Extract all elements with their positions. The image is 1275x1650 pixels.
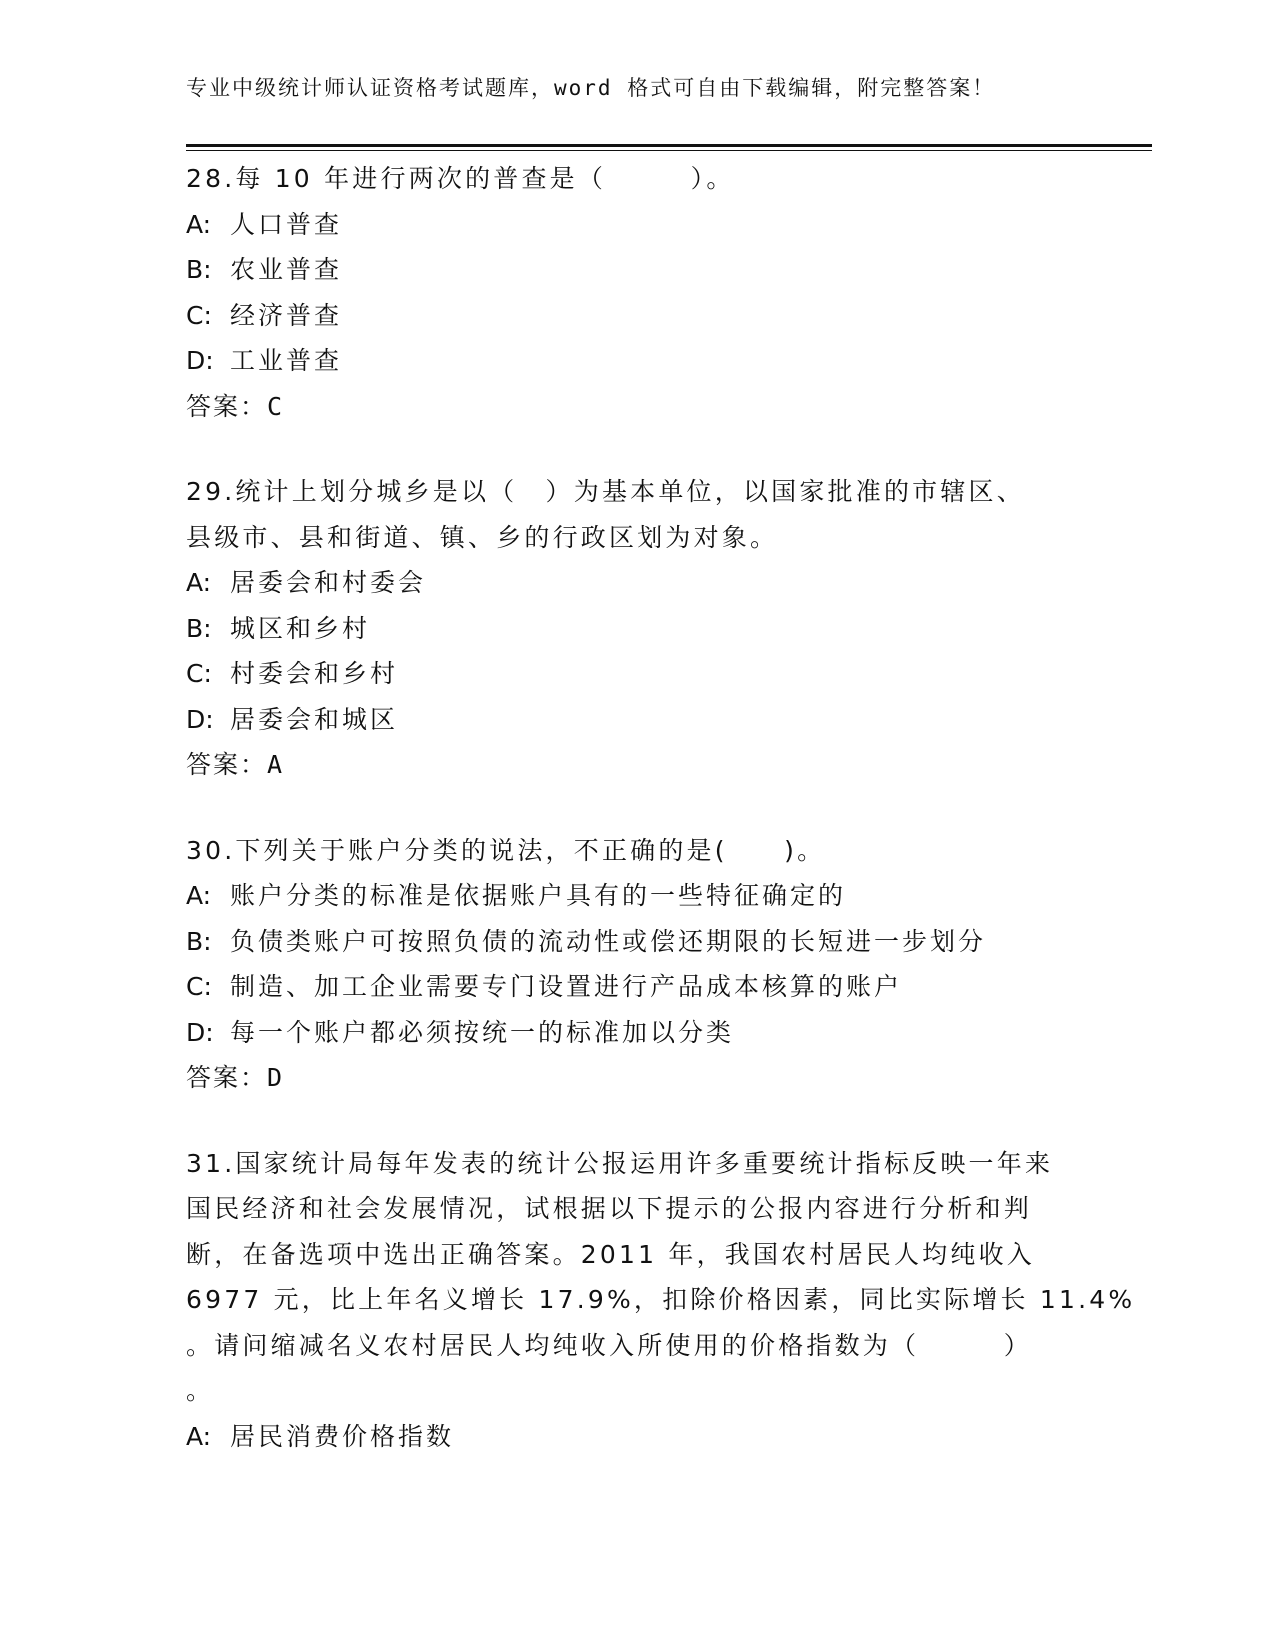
stem-line: 28.每 10 年进行两次的普查是（ ）。 bbox=[186, 164, 735, 193]
answer-value: D bbox=[267, 1063, 283, 1092]
question-stem bbox=[186, 1141, 1136, 1414]
option-label: A: bbox=[186, 1421, 212, 1451]
question-30 bbox=[186, 828, 1086, 1101]
question-stem bbox=[186, 828, 1086, 874]
option-a bbox=[186, 560, 1086, 606]
option-a bbox=[186, 202, 1086, 248]
option-label: A: bbox=[186, 568, 212, 597]
option-text: 制造、加工企业需要专门设置进行产品成本核算的账户 bbox=[230, 972, 903, 1001]
option-text: 工业普查 bbox=[230, 346, 343, 375]
option-text: 居委会和城区 bbox=[230, 704, 399, 734]
option-label: A: bbox=[186, 881, 212, 910]
stem-line: 30.下列关于账户分类的说法，不正确的是( )。 bbox=[186, 835, 826, 865]
option-label: D: bbox=[186, 346, 214, 375]
answer-line bbox=[186, 742, 1086, 788]
stem-line: 。请问缩减名义农村居民人均纯收入所使用的价格指数为（ ） bbox=[186, 1330, 1033, 1360]
option-text: 农业普查 bbox=[230, 255, 343, 284]
option-label: B: bbox=[186, 613, 212, 643]
option-label: C: bbox=[186, 300, 212, 330]
stem-line: 31.国家统计局每年发表的统计公报运用许多重要统计指标反映一年来 bbox=[186, 1148, 1054, 1178]
question-stem bbox=[186, 156, 1086, 202]
answer-line bbox=[186, 384, 1086, 430]
option-d bbox=[186, 338, 1086, 384]
header-rule-thin bbox=[186, 150, 1152, 151]
option-text: 经济普查 bbox=[230, 300, 343, 330]
answer-label: 答案： bbox=[186, 750, 268, 779]
answer-label: 答案： bbox=[186, 391, 268, 421]
option-d bbox=[186, 697, 1086, 743]
option-b bbox=[186, 606, 1086, 652]
page-header: 专业中级统计师认证资格考试题库，word 格式可自由下载编辑，附完整答案！ bbox=[186, 76, 996, 100]
stem-line: 6977 元，比上年名义增长 17.9%，扣除价格因素，同比实际增长 11.4% bbox=[186, 1285, 1136, 1314]
option-label: C: bbox=[186, 972, 212, 1001]
question-29 bbox=[186, 469, 1086, 788]
option-text: 居委会和村委会 bbox=[230, 568, 427, 597]
answer-label: 答案： bbox=[186, 1063, 268, 1092]
answer-value: C bbox=[267, 391, 283, 421]
stem-line: 国民经济和社会发展情况，试根据以下提示的公报内容进行分析和判 bbox=[186, 1194, 1033, 1223]
option-label: A: bbox=[186, 209, 212, 239]
stem-line: 断，在备选项中选出正确答案。2011 年，我国农村居民人均纯收入 bbox=[186, 1239, 1035, 1269]
option-label: B: bbox=[186, 255, 212, 284]
option-label: B: bbox=[186, 926, 212, 956]
stem-line: 。 bbox=[186, 1376, 215, 1405]
answer-value: A bbox=[267, 750, 283, 779]
option-c bbox=[186, 964, 1086, 1010]
option-label: D: bbox=[186, 1017, 214, 1047]
option-text: 居民消费价格指数 bbox=[230, 1421, 455, 1451]
option-a bbox=[186, 873, 1086, 919]
option-a bbox=[186, 1414, 1086, 1460]
question-28 bbox=[186, 156, 1086, 429]
question-31 bbox=[186, 1141, 1136, 1460]
option-label: C: bbox=[186, 659, 212, 688]
option-text: 账户分类的标准是依据账户具有的一些特征确定的 bbox=[230, 881, 847, 910]
stem-line: 29.统计上划分城乡是以（ ）为基本单位，以国家批准的市辖区、 bbox=[186, 477, 1025, 506]
question-list bbox=[186, 156, 1136, 1499]
option-text: 村委会和乡村 bbox=[230, 659, 399, 688]
option-text: 人口普查 bbox=[230, 209, 343, 239]
option-c bbox=[186, 293, 1086, 339]
option-b bbox=[186, 247, 1086, 293]
header-rule-thick bbox=[186, 144, 1152, 147]
answer-line bbox=[186, 1055, 1086, 1101]
option-text: 城区和乡村 bbox=[230, 613, 371, 643]
option-b bbox=[186, 919, 1086, 965]
stem-line: 县级市、县和街道、镇、乡的行政区划为对象。 bbox=[186, 522, 779, 552]
question-stem bbox=[186, 469, 1086, 560]
option-c bbox=[186, 651, 1086, 697]
option-label: D: bbox=[186, 704, 214, 734]
option-text: 负债类账户可按照负债的流动性或偿还期限的长短进一步划分 bbox=[230, 926, 987, 956]
option-text: 每一个账户都必须按统一的标准加以分类 bbox=[230, 1017, 735, 1047]
option-d bbox=[186, 1010, 1086, 1056]
